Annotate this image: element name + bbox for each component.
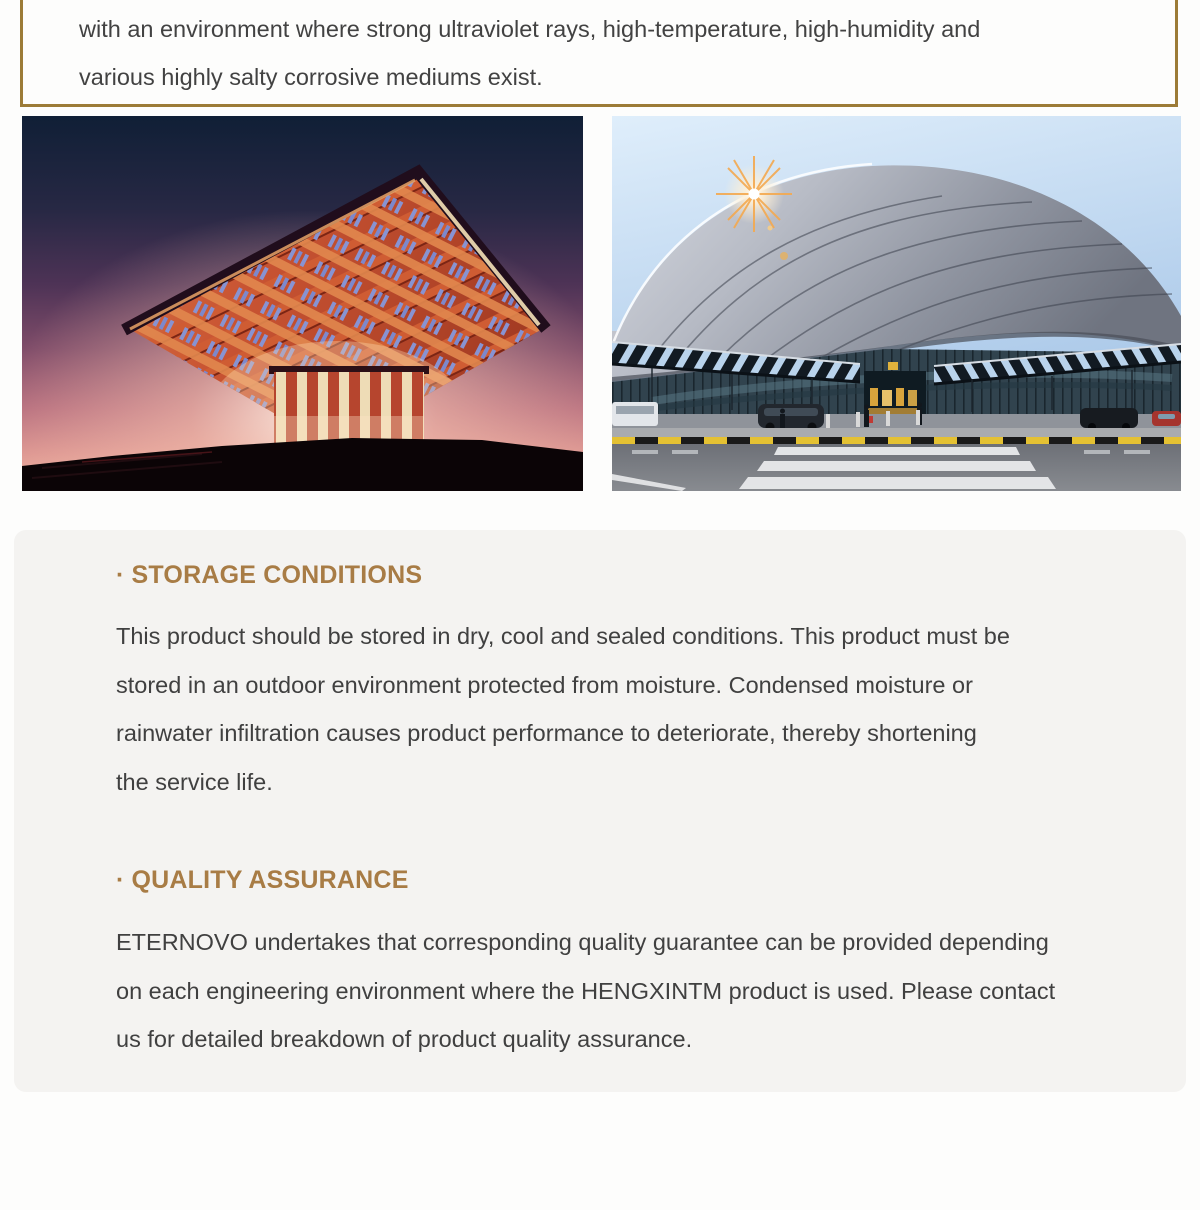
storage-conditions-text <box>116 612 1130 806</box>
info-panel <box>14 530 1186 1092</box>
note-line: various highly salty corrosive mediums exist. <box>79 64 543 90</box>
paragraph-line: on each engineering environment where the HENGXINTM product is used. Please contact <box>116 977 1056 1004</box>
bullet-dot: · <box>116 560 125 589</box>
storage-conditions-heading <box>116 558 1130 592</box>
entrance-sign <box>888 362 898 370</box>
paragraph-line: This product should be stored in dry, cool and sealed conditions. This product must be <box>116 623 1010 649</box>
note-line: with an environment where strong ultraviolet rays, high-temperature, high-humidity and <box>79 16 981 42</box>
storage-conditions-title: STORAGE CONDITIONS <box>131 560 423 589</box>
quality-assurance-text <box>116 918 1130 1064</box>
paragraph-line: us for detailed breakdown of product quality assurance. <box>116 1026 693 1052</box>
pavilion-photo <box>22 116 583 491</box>
curb-stripes <box>612 437 1181 444</box>
quality-assurance-title: QUALITY ASSURANCE <box>131 865 409 894</box>
bullet-dot: · <box>116 865 125 894</box>
quality-assurance-heading <box>116 863 1130 897</box>
paragraph-line: the service life. <box>116 768 273 795</box>
paragraph-line: ETERNOVO undertakes that corresponding quality guarantee can be provided depending <box>116 929 1049 955</box>
paragraph-line: stored in an outdoor environment protected from moisture. Condensed moisture or <box>116 671 973 698</box>
paragraph-line: rainwater infiltration causes product performance to deteriorate, thereby shortening <box>116 720 977 746</box>
terminal-photo <box>612 116 1181 491</box>
weather-resistance-note <box>20 0 1178 107</box>
median-island <box>612 428 1181 437</box>
zebra-crosswalk <box>739 447 1056 489</box>
